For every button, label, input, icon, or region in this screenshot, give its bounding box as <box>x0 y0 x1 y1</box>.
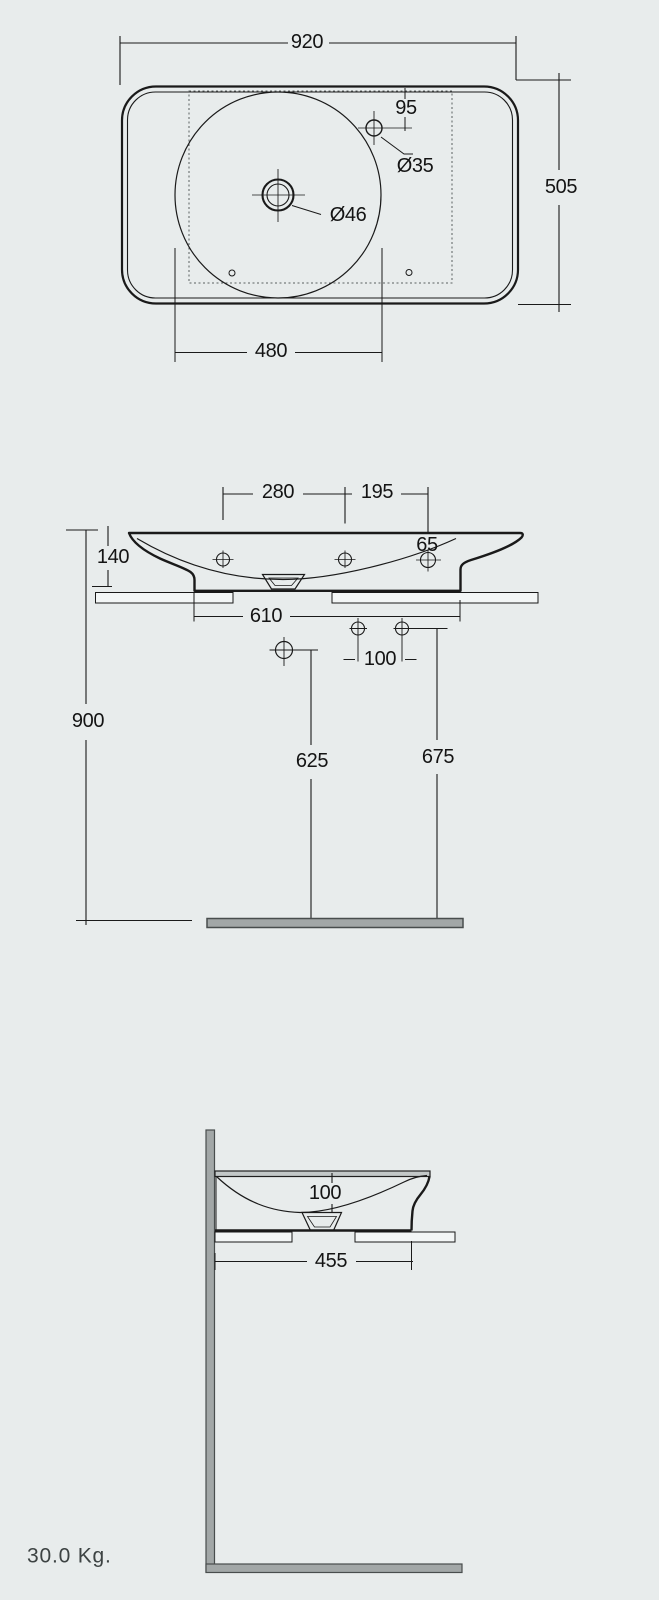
dim-rim-height-label: 900 <box>71 710 105 732</box>
dim-right-offset-label: 195 <box>360 481 394 503</box>
dim-basin-height-label: 140 <box>96 546 130 568</box>
dim-fixing-height-label: 675 <box>421 746 455 768</box>
dim-tap-offset-label: 95 <box>395 97 417 119</box>
weight-note: 30.0 Kg. <box>27 1544 112 1568</box>
plan-view-drawing <box>120 36 571 362</box>
dim-waste-diameter-label: Ø46 <box>329 204 367 226</box>
dim-projection-label: 455 <box>314 1250 348 1272</box>
dim-base-width-label: 610 <box>249 605 283 627</box>
dim-tap-diameter-label: Ø35 <box>396 155 434 177</box>
dim-bowl-diameter-label: 480 <box>254 340 288 362</box>
dim-bowl-depth-label: 100 <box>308 1182 342 1204</box>
dim-overall-width-label: 920 <box>290 31 324 53</box>
dim-waste-height-label: 625 <box>295 750 329 772</box>
front-view-drawing <box>66 487 538 928</box>
dim-tap-centres-label: 280 <box>261 481 295 503</box>
dim-hole-drop-label: 65 <box>416 534 438 556</box>
dim-overall-depth-label: 505 <box>544 176 578 198</box>
dim-fixing-centres-label: 100 <box>363 648 397 670</box>
